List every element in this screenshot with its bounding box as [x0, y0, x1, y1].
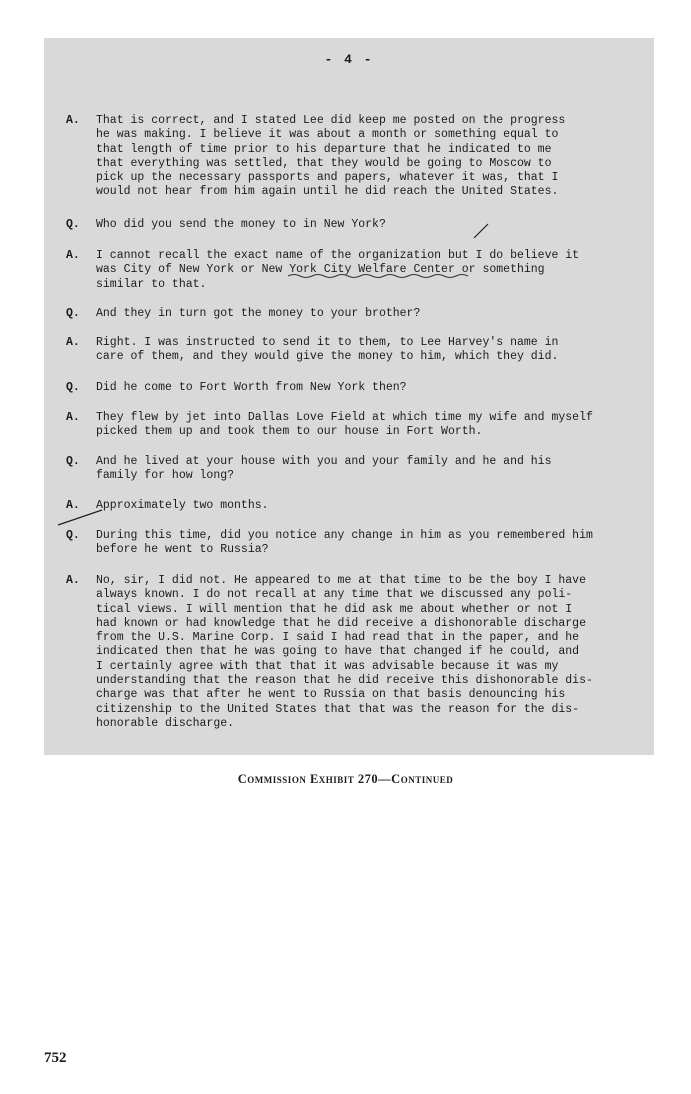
- page-number: - 4 -: [324, 52, 374, 67]
- qa-label: Q.: [66, 381, 80, 394]
- qa-text: Right. I was instructed to send it to them, to Lee Harvey's name in care of them, and they would give the money to him, which they did.: [96, 336, 559, 364]
- qa-label: Q.: [66, 455, 80, 468]
- pen-wavy-underline: [288, 275, 468, 278]
- qa-text: They flew by jet into Dallas Love Field at which time my wife and myself picked them up and took them to our house in Fort Worth.: [96, 411, 593, 439]
- document-sheet: [44, 38, 654, 755]
- page-folio: 752: [44, 1050, 67, 1066]
- qa-text: That is correct, and I stated Lee did keep me posted on the progress he was making. I believe it was about a month or something equal to that length of time prior to his departure that he indicated to me that everything was settled, that they would be going to Moscow to pick up the necessary passports and papers, whatever it was, that I would not hear from him again until he did reach the United States.: [96, 114, 566, 199]
- qa-label: A.: [66, 411, 80, 424]
- exhibit-caption: Commission Exhibit 270—Continued: [237, 772, 454, 786]
- qa-text: Did he come to Fort Worth from New York then?: [96, 381, 407, 394]
- qa-label: Q.: [66, 218, 80, 231]
- qa-label: A.: [66, 499, 80, 512]
- qa-text: Approximately two months.: [96, 499, 269, 512]
- qa-text: During this time, did you notice any change in him as you remembered him before he went to Russia?: [96, 529, 593, 557]
- pen-marks: [44, 38, 654, 755]
- qa-label: A.: [66, 336, 80, 349]
- qa-label: A.: [66, 249, 80, 262]
- qa-label: Q.: [66, 307, 80, 320]
- qa-text: No, sir, I did not. He appeared to me at that time to be the boy I have always known. I do not recall at any time that we discussed any poli- tical views. I will mention that he did ask me about whether or not I had known or had knowledge that he did receive a dishonorable discharge from the U.S. Marine Corp. I said I had read that in the paper, and he indicated then that he was going to have that changed if he could, and I certainly agree with that that it was advisable because it was my understanding that the reason that he did receive this dishonorable dis- charge was that after he went to Russia on that basis denouncing his citizenship to the United States that that was the reason for the dis- honorable discharge.: [96, 574, 593, 730]
- qa-label: A.: [66, 574, 80, 587]
- qa-text: And he lived at your house with you and your family and he and his family for how long?: [96, 455, 552, 483]
- qa-text: I cannot recall the exact name of the organization but I do believe it was City of New York or New York City Welfare Center or something similar to that.: [96, 249, 580, 291]
- qa-text: Who did you send the money to in New York?: [96, 218, 386, 231]
- pen-slash-mark: [58, 510, 102, 525]
- qa-label: Q.: [66, 529, 80, 542]
- pen-check-mark: [474, 224, 488, 238]
- qa-label: A.: [66, 114, 80, 127]
- qa-text: And they in turn got the money to your brother?: [96, 307, 421, 320]
